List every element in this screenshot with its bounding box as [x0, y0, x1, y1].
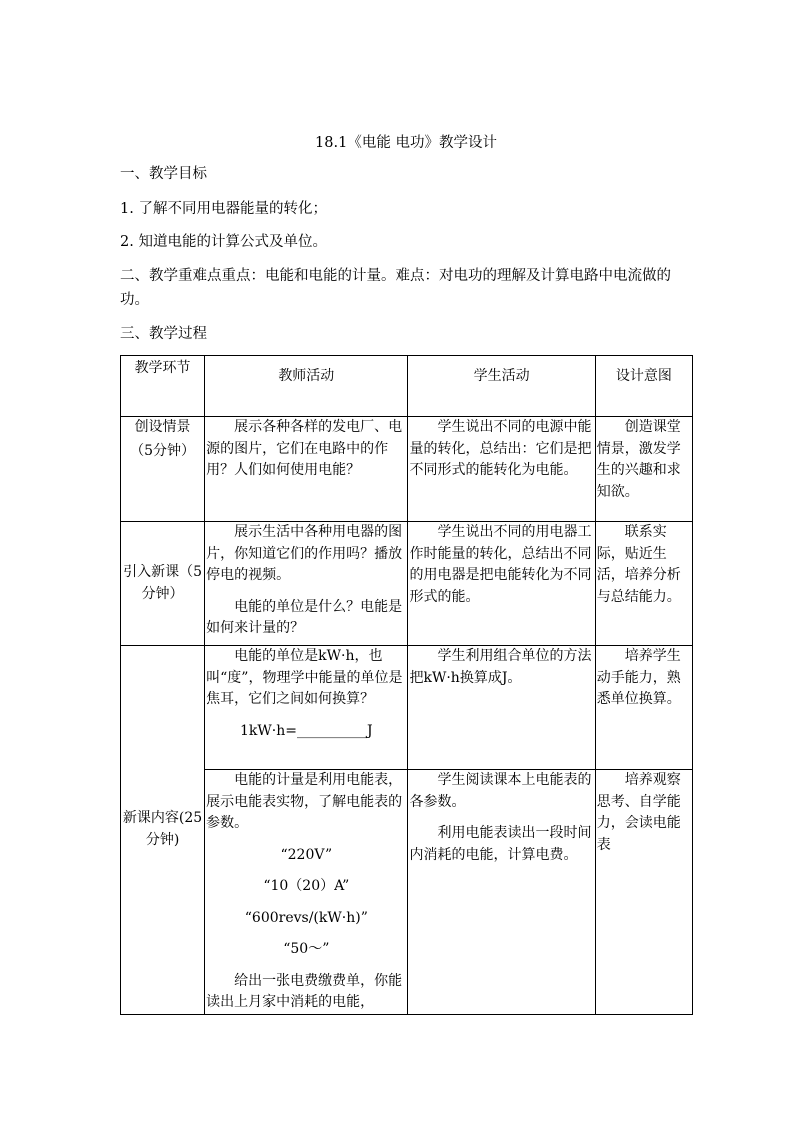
intent-text: 培养学生动手能力，熟悉单位换算。	[596, 648, 681, 707]
teacher-text: 展示各种各样的发电厂、电源的图片，它们在电路中的作用？人们如何使用电能？	[206, 419, 403, 478]
meter-param: “10（20）A”	[263, 878, 350, 894]
goal-1: 1. 了解不同用电器能量的转化；	[120, 201, 327, 217]
teacher-text: 展示生活中各种用电器的图片，你知道它们的作用吗？播放停电的视频。	[206, 524, 403, 583]
table-row	[121, 522, 693, 646]
stage-label: 创设情景	[134, 419, 191, 435]
intent-cell	[595, 522, 692, 646]
teacher-cell	[205, 522, 408, 646]
stage-cell: 新课内容(25分钟)	[121, 646, 205, 1015]
student-text: 利用电能表读出一段时间内消耗的电能，计算电费。	[409, 825, 592, 863]
teacher-cell	[205, 646, 408, 770]
student-text: 学生利用组合单位的方法把kW·h换算成J。	[409, 648, 592, 686]
section-1-heading: 一、教学目标	[120, 166, 207, 182]
intent-text: 创造课堂情景，激发学生的兴趣和求知欲。	[596, 419, 681, 500]
teaching-process-table	[120, 355, 693, 1015]
student-text: 学生说出不同的电源中能量的转化，总结出：它们是把不同形式的能转化为电能。	[409, 419, 592, 478]
stage-cell	[121, 417, 205, 522]
intent-cell	[595, 646, 692, 770]
table-row	[121, 646, 693, 770]
conversion-blank: 1kW·h=__________J	[240, 722, 373, 739]
goal-2: 2. 知道电能的计算公式及单位。	[120, 234, 327, 250]
teacher-cell	[205, 417, 408, 522]
stage-cell: 引入新课（5分钟）	[121, 522, 205, 646]
table-row	[121, 770, 693, 1015]
student-cell	[408, 522, 595, 646]
teacher-text: 给出一张电费缴费单，你能读出上月家中消耗的电能，	[206, 972, 403, 1010]
meter-param: “220V”	[280, 846, 333, 863]
header-teacher: 教师活动	[205, 356, 408, 417]
table-row	[121, 417, 693, 522]
teacher-text: 电能的单位是什么？电能是如何来计量的？	[206, 598, 403, 636]
intent-cell	[595, 770, 692, 1015]
section-2-text: 二、教学重难点重点：电能和电能的计量。难点：对电功的理解及计算电路中电流做的功。	[120, 268, 671, 308]
teacher-cell	[205, 770, 408, 1015]
intent-text: 培养观察思考、自学能力，会读电能表	[596, 772, 681, 853]
teacher-text: 电能的单位是kW·h，也叫“度”，物理学中能量的单位是焦耳，它们之间如何换算？	[206, 648, 403, 707]
header-student: 学生活动	[408, 356, 595, 417]
meter-param: “600revs/(kW·h)”	[244, 909, 368, 926]
student-cell	[408, 770, 595, 1015]
teacher-text: 电能的计量是利用电能表，展示电能表实物，了解电能表的参数。	[206, 772, 403, 831]
header-intent: 设计意图	[595, 356, 692, 417]
meter-param: “50～”	[283, 941, 330, 957]
header-stage: 教学环节	[121, 356, 205, 417]
intent-cell	[595, 417, 692, 522]
student-text: 学生说出不同的用电器工作时能量的转化，总结出不同的用电器是把电能转化为不同形式的能。	[409, 524, 592, 605]
student-cell	[408, 646, 595, 770]
student-cell	[408, 417, 595, 522]
table-header-row	[121, 356, 693, 417]
section-3-heading: 三、教学过程	[120, 326, 207, 342]
intent-text: 联系实际，贴近生活，培养分析与总结能力。	[596, 524, 681, 605]
stage-duration: （5分钟）	[130, 442, 196, 459]
document-title: 18.1《电能 电功》教学设计	[315, 135, 497, 151]
student-text: 学生阅读课本上电能表的各参数。	[409, 772, 592, 810]
